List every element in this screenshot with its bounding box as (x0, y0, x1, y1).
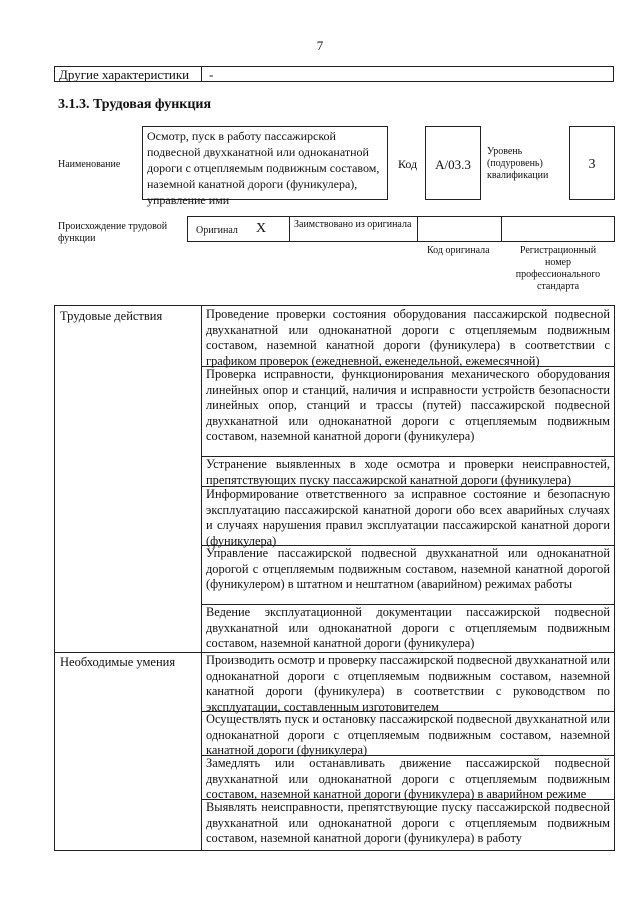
section-title: 3.1.3. Трудовая функция (58, 97, 212, 112)
labor-action-item: Устранение выявленных в ходе осмотра и проверки неисправностей, препятствующих пуску пассажирской канатной дороги (фуникулера) (206, 457, 610, 487)
skill-item: Осуществлять пуск и остановку пассажирской подвесной двухканатной или одноканатной дороги с отцепляемым подвижным составом, наземной канатной дороги (фуникулера) (206, 712, 610, 758)
original-label: Оригинал (196, 225, 238, 236)
borrowed-label: Заимствовано из оригинала (294, 219, 412, 230)
origin-box (187, 216, 615, 242)
code-value: A/03.3 (435, 157, 471, 172)
section-label-required-skills: Необходимые умения (60, 655, 176, 669)
level-label: Уровень (подуровень) квалификации (487, 146, 549, 181)
other-characteristics-value: - (209, 67, 214, 82)
level-value: 3 (588, 157, 596, 172)
labor-action-item: Ведение эксплуатационной документации пассажирской подвесной двухканатной или одноканатной дороги с отцепляемым подвижным составом, наземной канатной дороги (фуникулера) (206, 605, 610, 651)
code-original-label: Код оригинала (427, 245, 490, 256)
labor-action-item: Информирование ответственного за исправное состояние и безопасную эксплуатацию пассажирской канатной дороги обо всех аварийных случаях и случаях нарушения правил эксплуатации пассажирской канатной дороги (фуникулера) (206, 487, 610, 548)
other-characteristics-row (54, 66, 614, 82)
skill-item: Выявлять неисправности, препятствующие пуску пассажирской подвесной двухканатной или одноканатной дороги с отцепляемым подвижным составом, наземной канатной дороги (фуникулера) в работу (206, 800, 610, 846)
other-characteristics-label: Другие характеристики (59, 67, 190, 82)
code-label: Код (398, 157, 418, 171)
labor-action-item: Проведение проверки состояния оборудования пассажирской подвесной двухканатной или одноканатной дороги с отцепляемым подвижным составом, наземной канатной дороги (фуникулера) в соответствии с графиком проверок (ежедневной, еженедельной, ежемесячной) (206, 307, 610, 368)
origin-label: Происхождение трудовой функции (58, 221, 168, 244)
name-label: Наименование (58, 159, 121, 170)
skill-item: Производить осмотр и проверку пассажирской подвесной двухканатной или одноканатной дороги с отцепляемым подвижным составом, наземной канатной дороги (фуникулера) в соответствии с руководством по эксплуатации, составленным изготовителем (206, 653, 610, 714)
skill-item: Замедлять или останавливать движение пассажирской подвесной двухканатной или одноканатной дороги с отцепляемым подвижным составом, наземной канатной дороги (фуникулера) в аварийном режиме (206, 756, 610, 802)
labor-action-item: Проверка исправности, функционирования механического оборудования линейных опор и станций, наличия и исправности устройств безопасности линейных опор, станций и трассы (путей) пассажирской подвесной двухканатной или одноканатной дороги с отцепляемым подвижным составом, наземной канатной дороги (фуникулера) (206, 367, 610, 444)
labor-action-item: Управление пассажирской подвесной двухканатной или одноканатной дорогой с отцепляемым подвижным составом, наземной канатной дорогой (фуникулером) в штатном и нештатном (аварийном) режимах работы (206, 546, 610, 592)
code-box (425, 126, 481, 200)
level-box (569, 126, 615, 200)
section-label-labor-actions: Трудовые действия (60, 309, 163, 323)
reg-number-label: Регистрационный номер профессионального стандарта (515, 245, 601, 292)
original-mark: X (256, 221, 267, 236)
page-number: 7 (316, 38, 324, 53)
function-name: Осмотр, пуск в работу пассажирской подвесной двухканатной или одноканатной дороги с отцепляемым подвижным составом, наземной канатной дороги (фуникулера), управление ими (142, 126, 388, 200)
